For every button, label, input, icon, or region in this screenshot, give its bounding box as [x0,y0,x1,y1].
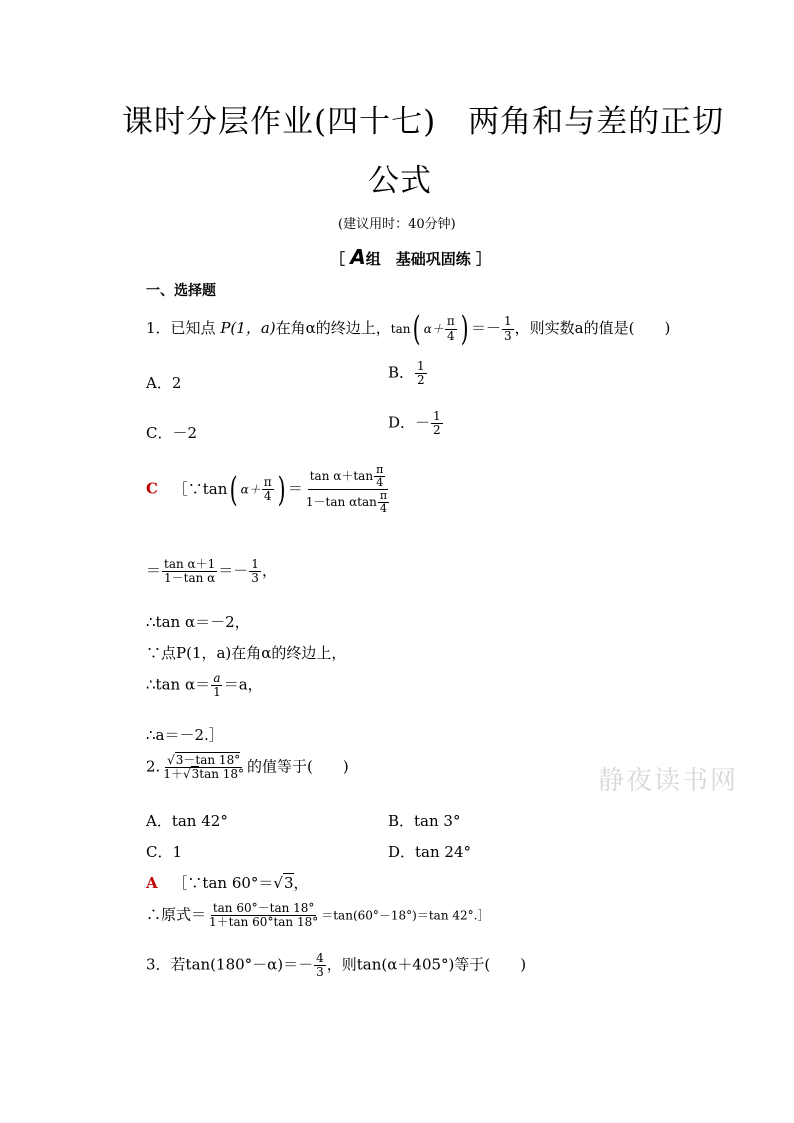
q2-option-b: B．tan 3° [388,812,461,830]
question-1: 1．已知点 P(1，a)在角α的终边上，tan( α＋ $\frac{\pi}{4}$ ) ＝－ $\frac{1}{3}$ ，则实数a的值是( ) [146,309,671,349]
q2-answer: A [146,874,158,892]
watermark: 静夜读书网 [598,766,739,796]
section-heading: 一、选择题 [146,283,216,299]
q1-solution-line-5: ∴tan α＝ $\frac{a}{1}$ ＝a， [146,671,263,700]
q1-answer: C [146,479,158,498]
q1-solution-line-3: ∴tan α＝－2， [146,613,250,631]
group-letter-logo: A [350,245,366,269]
question-3: 3．若tan(180°－α)＝－ $\frac{4}{3}$ ，则tan(α＋405°)等于( ) [146,951,527,980]
page-title-line-2: 公式 [368,163,432,199]
q2-option-a: A．tan 42° [146,812,228,830]
group-header: ［ A组 基础巩固练 ］ [330,245,491,269]
q1-solution-line-6: ∴a＝－2.］ [146,726,224,744]
q1-option-d: D．－ $\frac{1}{2}$ [388,409,441,438]
suggested-time: (建议用时：40分钟) [338,217,456,232]
q1-solution-line-1: C ［∵tan( α＋ $\frac{\pi}{4}$ ) ＝ tan α＋tan $\frac{\pi}{4}$ 1－tan αtan $\frac{\pi}{4}$ [146,463,388,516]
page-title [122,96,724,141]
q1-option-b: B． $\frac{1}{2}$ [388,359,425,388]
q2-solution-line-1: A ［∵tan 60°＝√3， [146,874,309,892]
q1-solution-line-4: ∵点P(1，a)在角α的终边上， [146,644,347,662]
q1-option-a: A．2 [146,374,182,392]
q1-option-c: C．－2 [146,424,198,442]
q2-option-d: D．tan 24° [388,843,472,861]
q2-solution-line-2: ∴原式＝ $\frac{\tan 60^\circ-\tan 18^\circ}{1+\tan 60^\circ\tan 18^\circ}$ ＝tan(60°－18°)＝tan 42°.］ [146,901,490,930]
q2-option-c: C．1 [146,843,183,861]
question-2: 2. $\frac{√3-\tan 18^\circ}{1+√3\tan 18^\circ}$ 的值等于( ) [146,753,349,782]
title-line-1: 课时分层作业(四十七) 两角和与差的正切 [122,104,725,140]
q1-solution-line-2: ＝ $\frac{\text{tan α＋1}}{\text{1－tan α}}$ ＝－ $\frac{1}{3}$ ， [146,557,277,586]
